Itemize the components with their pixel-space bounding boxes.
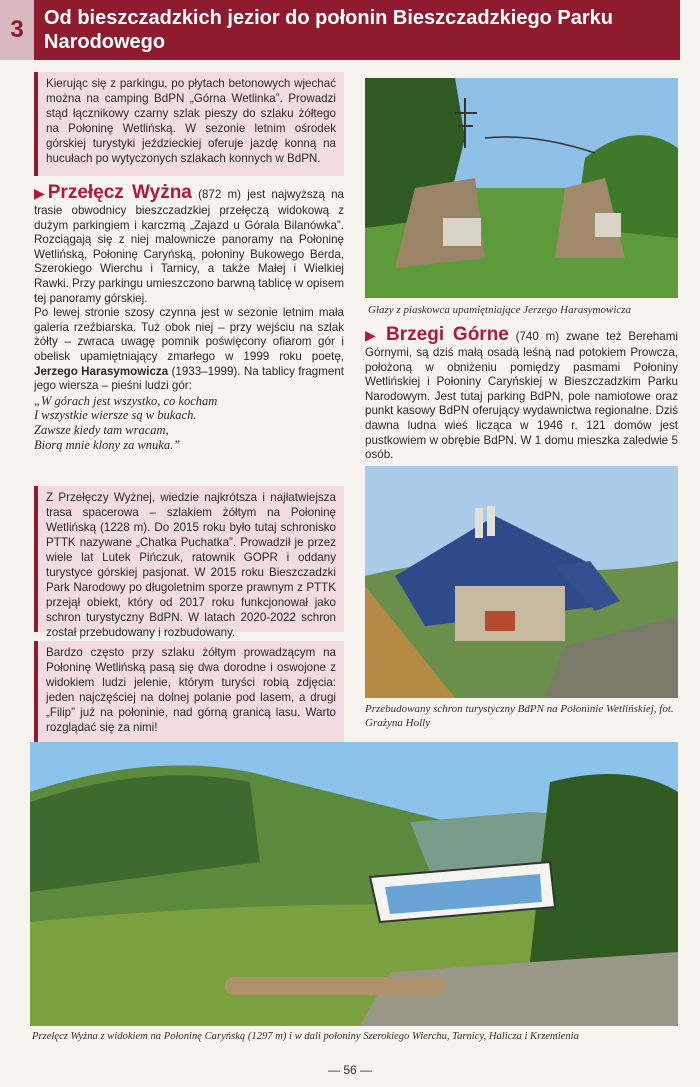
caption-photo-3: Przełęcz Wyżna z widokiem na Połoninę Caryńską (1297 m) i w dali połoniny Szerokiego Wierchu, Tarnicy, Halicza i Krzemienia bbox=[32, 1031, 579, 1042]
section-arrow-icon: ▶ bbox=[365, 327, 380, 343]
poem bbox=[34, 394, 344, 452]
caption-photo-2: Przebudowany schron turystyczny BdPN na Połoninie Wetlińskiej, fot. Grażyna Holly bbox=[365, 703, 674, 729]
section-arrow-icon: ▶ bbox=[34, 185, 48, 201]
section-text: jest najwyższą na trasie obwodnicy bieszczadzkiej przełęczą widokową z dużym parkingiem i karczmą „Zajazd u Górala Bilanówka”. Rozciągają się z niej malownicze panoramy na Połoninę Wetlińską, Połoninę Caryńską, połoniny Bukowego Berda, Szerokiego Wierchu i Tarnicy, a także Małej i Wielkiej Rawki. Przy parkingu umieszczono barwną tablicę w opisem tej panoramy górskiej. bbox=[34, 188, 344, 305]
section-text-2a: Po lewej stronie szosy czynna jest w sezonie letnim mała galeria rzeźbiarska. Tuż obok niej – przy wejściu na szlak żółty – zwraca uwagę pomnik poświęcony ofiarom gór i obelisk upamiętniający zmarłego w 1999 roku poetę, bbox=[34, 306, 344, 363]
photo-harasymowicz-stones bbox=[365, 78, 678, 298]
poem-line: „W górach jest wszystko, co kocham bbox=[34, 393, 218, 408]
chapter-number: 3 bbox=[0, 0, 34, 60]
poem-line: Zawsze kiedy tam wracam, bbox=[34, 422, 169, 437]
section-height: (740 m) bbox=[515, 330, 560, 343]
caption-photo-1: Głazy z piaskowca upamiętniające Jerzego Harasymowicza bbox=[368, 304, 632, 316]
section-title-brzegi: Brzegi Górne bbox=[386, 324, 509, 345]
poem-line: Biorą mnie klony za wnuka.” bbox=[34, 437, 181, 452]
section-text-2b: (1933–1999). Na tablicy fragment jego wiersza – pieśni ludzi gór: bbox=[34, 364, 344, 393]
section-text: zwane też Berehami Górnymi, są dziś małą osadą leśną nad potokiem Prowcza, położoną w obniżeniu pomiędzy pasmami Połoniny Wetlińskiej i Połoniny Caryńskiej w Bieszczadzkim Parku Narodowym. Jest tutaj parking BdPN, pole namiotowe oraz punkt kasowy BdPN oferujący wydawnictwa regionalne. Dziś dawna ludna wieś licząca w 1946 r. 121 domów jest pustkowiem w obrębie BdPN. W 1 domu mieszka zaledwie 5 osób. bbox=[365, 330, 678, 462]
info-box-chatka: Z Przełęczy Wyżnej, wiedzie najkrótsza i najłatwiejsza trasa spacerowa – szlakiem żółtym na Połoninę Wetlińską (1228 m). Do 2015 roku było tutaj schronisko PTTK nazywane „Chatka Puchatka”. Prowadził je przez wiele lat Lutek Pińczuk, ratownik GOPR i oddany turystyce górskiej pasjonat. W 2015 roku Bieszczadzki Park Narodowy po długoletnim sporze prawnym z PTTK przejął obiekt, który od 2017 roku funkcjonował jako schron turystyczny BdPN. W latach 2020-2022 schron został przebudowany i rozbudowany. bbox=[34, 486, 344, 632]
chapter-header bbox=[0, 0, 700, 60]
intro-box: Kierując się z parkingu, po płytach betonowych wjechać można na camping BdPN „Górna Wetlinka”. Prowadzi stąd łącznikowy czarny szlak pieszy do szlaku żółtego na Połoninę Wetlińską. W sezonie letnim ośrodek górskiej turystyki jeździeckiej oferuje jazdę konną na hucułach po wytyczonych szlakach konnych w BdPN. bbox=[34, 72, 344, 176]
section-przelecz-wyzna bbox=[34, 182, 344, 452]
poet-name: Jerzego Harasymowicza bbox=[34, 364, 169, 378]
poem-line: I wszystkie wiersze są w bukach. bbox=[34, 408, 197, 423]
section-brzegi-gorne bbox=[365, 324, 678, 463]
info-box-jelenie: Bardzo często przy szlaku żółtym prowadzącym na Połoninę Wetlińską pasą się dwa dorodne i oswojone z widokiem ludzi jelenie, którym turyści robią zdjęcia: jeden najczęściej na dolnej polanie pod lasem, a drugi „Filip” już na połoninie, nad górną granicą lasu. Warto rozglądać się za nimi! bbox=[34, 641, 344, 758]
section-height: (872 m) bbox=[198, 188, 241, 201]
chapter-title: Od bieszczadzkich jezior do połonin Bieszczadzkiego Parku Narodowego bbox=[34, 0, 680, 60]
section-title-przelecz: Przełęcz Wyżna bbox=[47, 182, 192, 203]
page-number: — 56 — bbox=[327, 1063, 372, 1077]
photo-schron bbox=[365, 466, 678, 698]
photo-przelecz-panorama bbox=[30, 742, 678, 1026]
